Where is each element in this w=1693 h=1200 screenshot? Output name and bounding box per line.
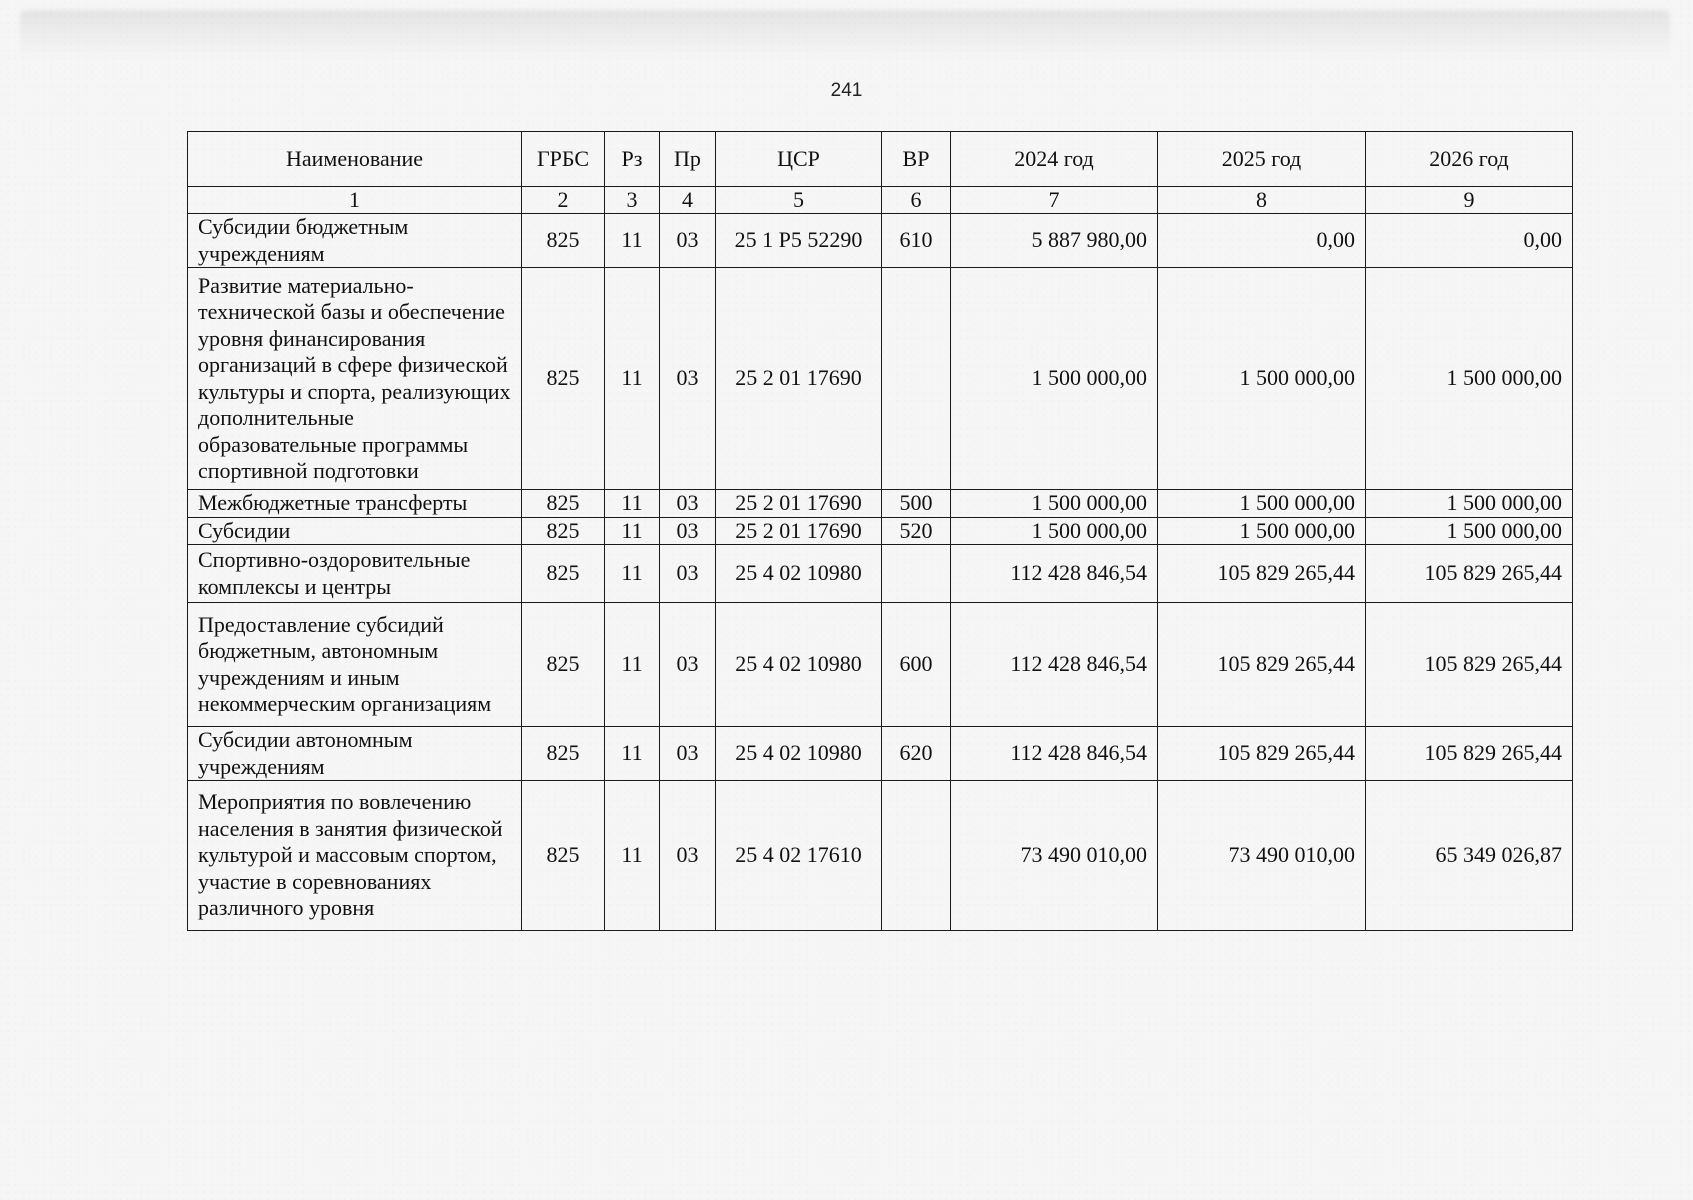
column-number: 1 xyxy=(188,187,522,214)
row-grbs: 825 xyxy=(522,781,605,931)
header-csr: ЦСР xyxy=(716,132,882,187)
row-csr: 25 4 02 10980 xyxy=(716,727,882,781)
row-amount-2026: 65 349 026,87 xyxy=(1366,781,1573,931)
row-name: Развитие материально-технической базы и обеспечение уровня финансирования организаций в сфере физической культуры и спорта, реализующих дополнительные образовательные программы спортивной подготовки xyxy=(188,268,522,490)
row-csr: 25 2 01 17690 xyxy=(716,490,882,518)
row-amount-2024: 112 428 846,54 xyxy=(951,545,1158,603)
row-amount-2024: 73 490 010,00 xyxy=(951,781,1158,931)
table-row xyxy=(188,268,1573,490)
column-number: 8 xyxy=(1158,187,1366,214)
row-name: Мероприятия по вовлечению населения в занятия физической культурой и массовым спортом, участие в соревнованиях различного уровня xyxy=(188,781,522,931)
row-vr xyxy=(882,781,951,931)
row-rz: 11 xyxy=(605,490,660,518)
row-rz: 11 xyxy=(605,781,660,931)
row-pr: 03 xyxy=(660,727,716,781)
row-name: Субсидии xyxy=(188,517,522,545)
row-name: Предоставление субсидий бюджетным, автономным учреждениям и иным некоммерческим организациям xyxy=(188,603,522,727)
row-amount-2024: 1 500 000,00 xyxy=(951,490,1158,518)
row-grbs: 825 xyxy=(522,727,605,781)
row-grbs: 825 xyxy=(522,517,605,545)
row-amount-2024: 1 500 000,00 xyxy=(951,268,1158,490)
row-grbs: 825 xyxy=(522,268,605,490)
table-row xyxy=(188,490,1573,518)
header-vr: ВР xyxy=(882,132,951,187)
header-2026: 2026 год xyxy=(1366,132,1573,187)
row-csr: 25 4 02 17610 xyxy=(716,781,882,931)
row-amount-2026: 0,00 xyxy=(1366,214,1573,268)
header-name: Наименование xyxy=(188,132,522,187)
row-pr: 03 xyxy=(660,781,716,931)
column-number: 3 xyxy=(605,187,660,214)
row-amount-2025: 1 500 000,00 xyxy=(1158,268,1366,490)
row-vr xyxy=(882,268,951,490)
header-grbs: ГРБС xyxy=(522,132,605,187)
row-amount-2026: 1 500 000,00 xyxy=(1366,490,1573,518)
row-pr: 03 xyxy=(660,214,716,268)
row-amount-2026: 105 829 265,44 xyxy=(1366,727,1573,781)
scan-noise xyxy=(20,10,1670,60)
column-number: 9 xyxy=(1366,187,1573,214)
row-pr: 03 xyxy=(660,603,716,727)
row-rz: 11 xyxy=(605,268,660,490)
header-row xyxy=(188,132,1573,187)
row-amount-2024: 112 428 846,54 xyxy=(951,727,1158,781)
header-2024: 2024 год xyxy=(951,132,1158,187)
row-pr: 03 xyxy=(660,545,716,603)
row-csr: 25 2 01 17690 xyxy=(716,268,882,490)
table-row xyxy=(188,545,1573,603)
row-rz: 11 xyxy=(605,545,660,603)
row-vr: 620 xyxy=(882,727,951,781)
column-number: 4 xyxy=(660,187,716,214)
header-2025: 2025 год xyxy=(1158,132,1366,187)
row-grbs: 825 xyxy=(522,545,605,603)
row-vr: 500 xyxy=(882,490,951,518)
column-number: 2 xyxy=(522,187,605,214)
row-amount-2026: 1 500 000,00 xyxy=(1366,268,1573,490)
column-number: 5 xyxy=(716,187,882,214)
column-number: 7 xyxy=(951,187,1158,214)
row-vr: 600 xyxy=(882,603,951,727)
row-amount-2026: 105 829 265,44 xyxy=(1366,545,1573,603)
row-pr: 03 xyxy=(660,517,716,545)
page-number: 241 xyxy=(830,80,863,101)
header-rz: Рз xyxy=(605,132,660,187)
row-name: Межбюджетные трансферты xyxy=(188,490,522,518)
column-number-row xyxy=(188,187,1573,214)
row-rz: 11 xyxy=(605,603,660,727)
row-csr: 25 1 P5 52290 xyxy=(716,214,882,268)
table-row xyxy=(188,781,1573,931)
row-name: Субсидии автономным учреждениям xyxy=(188,727,522,781)
table-row xyxy=(188,214,1573,268)
row-grbs: 825 xyxy=(522,603,605,727)
row-name: Субсидии бюджетным учреждениям xyxy=(188,214,522,268)
header-pr: Пр xyxy=(660,132,716,187)
table-row xyxy=(188,727,1573,781)
budget-table xyxy=(187,131,1573,931)
row-amount-2026: 105 829 265,44 xyxy=(1366,603,1573,727)
table-row xyxy=(188,517,1573,545)
row-amount-2025: 1 500 000,00 xyxy=(1158,517,1366,545)
row-vr: 520 xyxy=(882,517,951,545)
row-name: Спортивно-оздоровительные комплексы и центры xyxy=(188,545,522,603)
row-grbs: 825 xyxy=(522,214,605,268)
column-number: 6 xyxy=(882,187,951,214)
row-amount-2025: 0,00 xyxy=(1158,214,1366,268)
row-pr: 03 xyxy=(660,268,716,490)
row-amount-2026: 1 500 000,00 xyxy=(1366,517,1573,545)
row-rz: 11 xyxy=(605,727,660,781)
table-row xyxy=(188,603,1573,727)
row-amount-2024: 112 428 846,54 xyxy=(951,603,1158,727)
row-amount-2025: 105 829 265,44 xyxy=(1158,545,1366,603)
row-grbs: 825 xyxy=(522,490,605,518)
row-amount-2025: 73 490 010,00 xyxy=(1158,781,1366,931)
row-vr: 610 xyxy=(882,214,951,268)
row-rz: 11 xyxy=(605,517,660,545)
row-amount-2024: 5 887 980,00 xyxy=(951,214,1158,268)
row-csr: 25 2 01 17690 xyxy=(716,517,882,545)
row-amount-2025: 105 829 265,44 xyxy=(1158,603,1366,727)
row-csr: 25 4 02 10980 xyxy=(716,603,882,727)
row-vr xyxy=(882,545,951,603)
row-pr: 03 xyxy=(660,490,716,518)
row-amount-2025: 105 829 265,44 xyxy=(1158,727,1366,781)
row-amount-2024: 1 500 000,00 xyxy=(951,517,1158,545)
row-rz: 11 xyxy=(605,214,660,268)
row-amount-2025: 1 500 000,00 xyxy=(1158,490,1366,518)
row-csr: 25 4 02 10980 xyxy=(716,545,882,603)
